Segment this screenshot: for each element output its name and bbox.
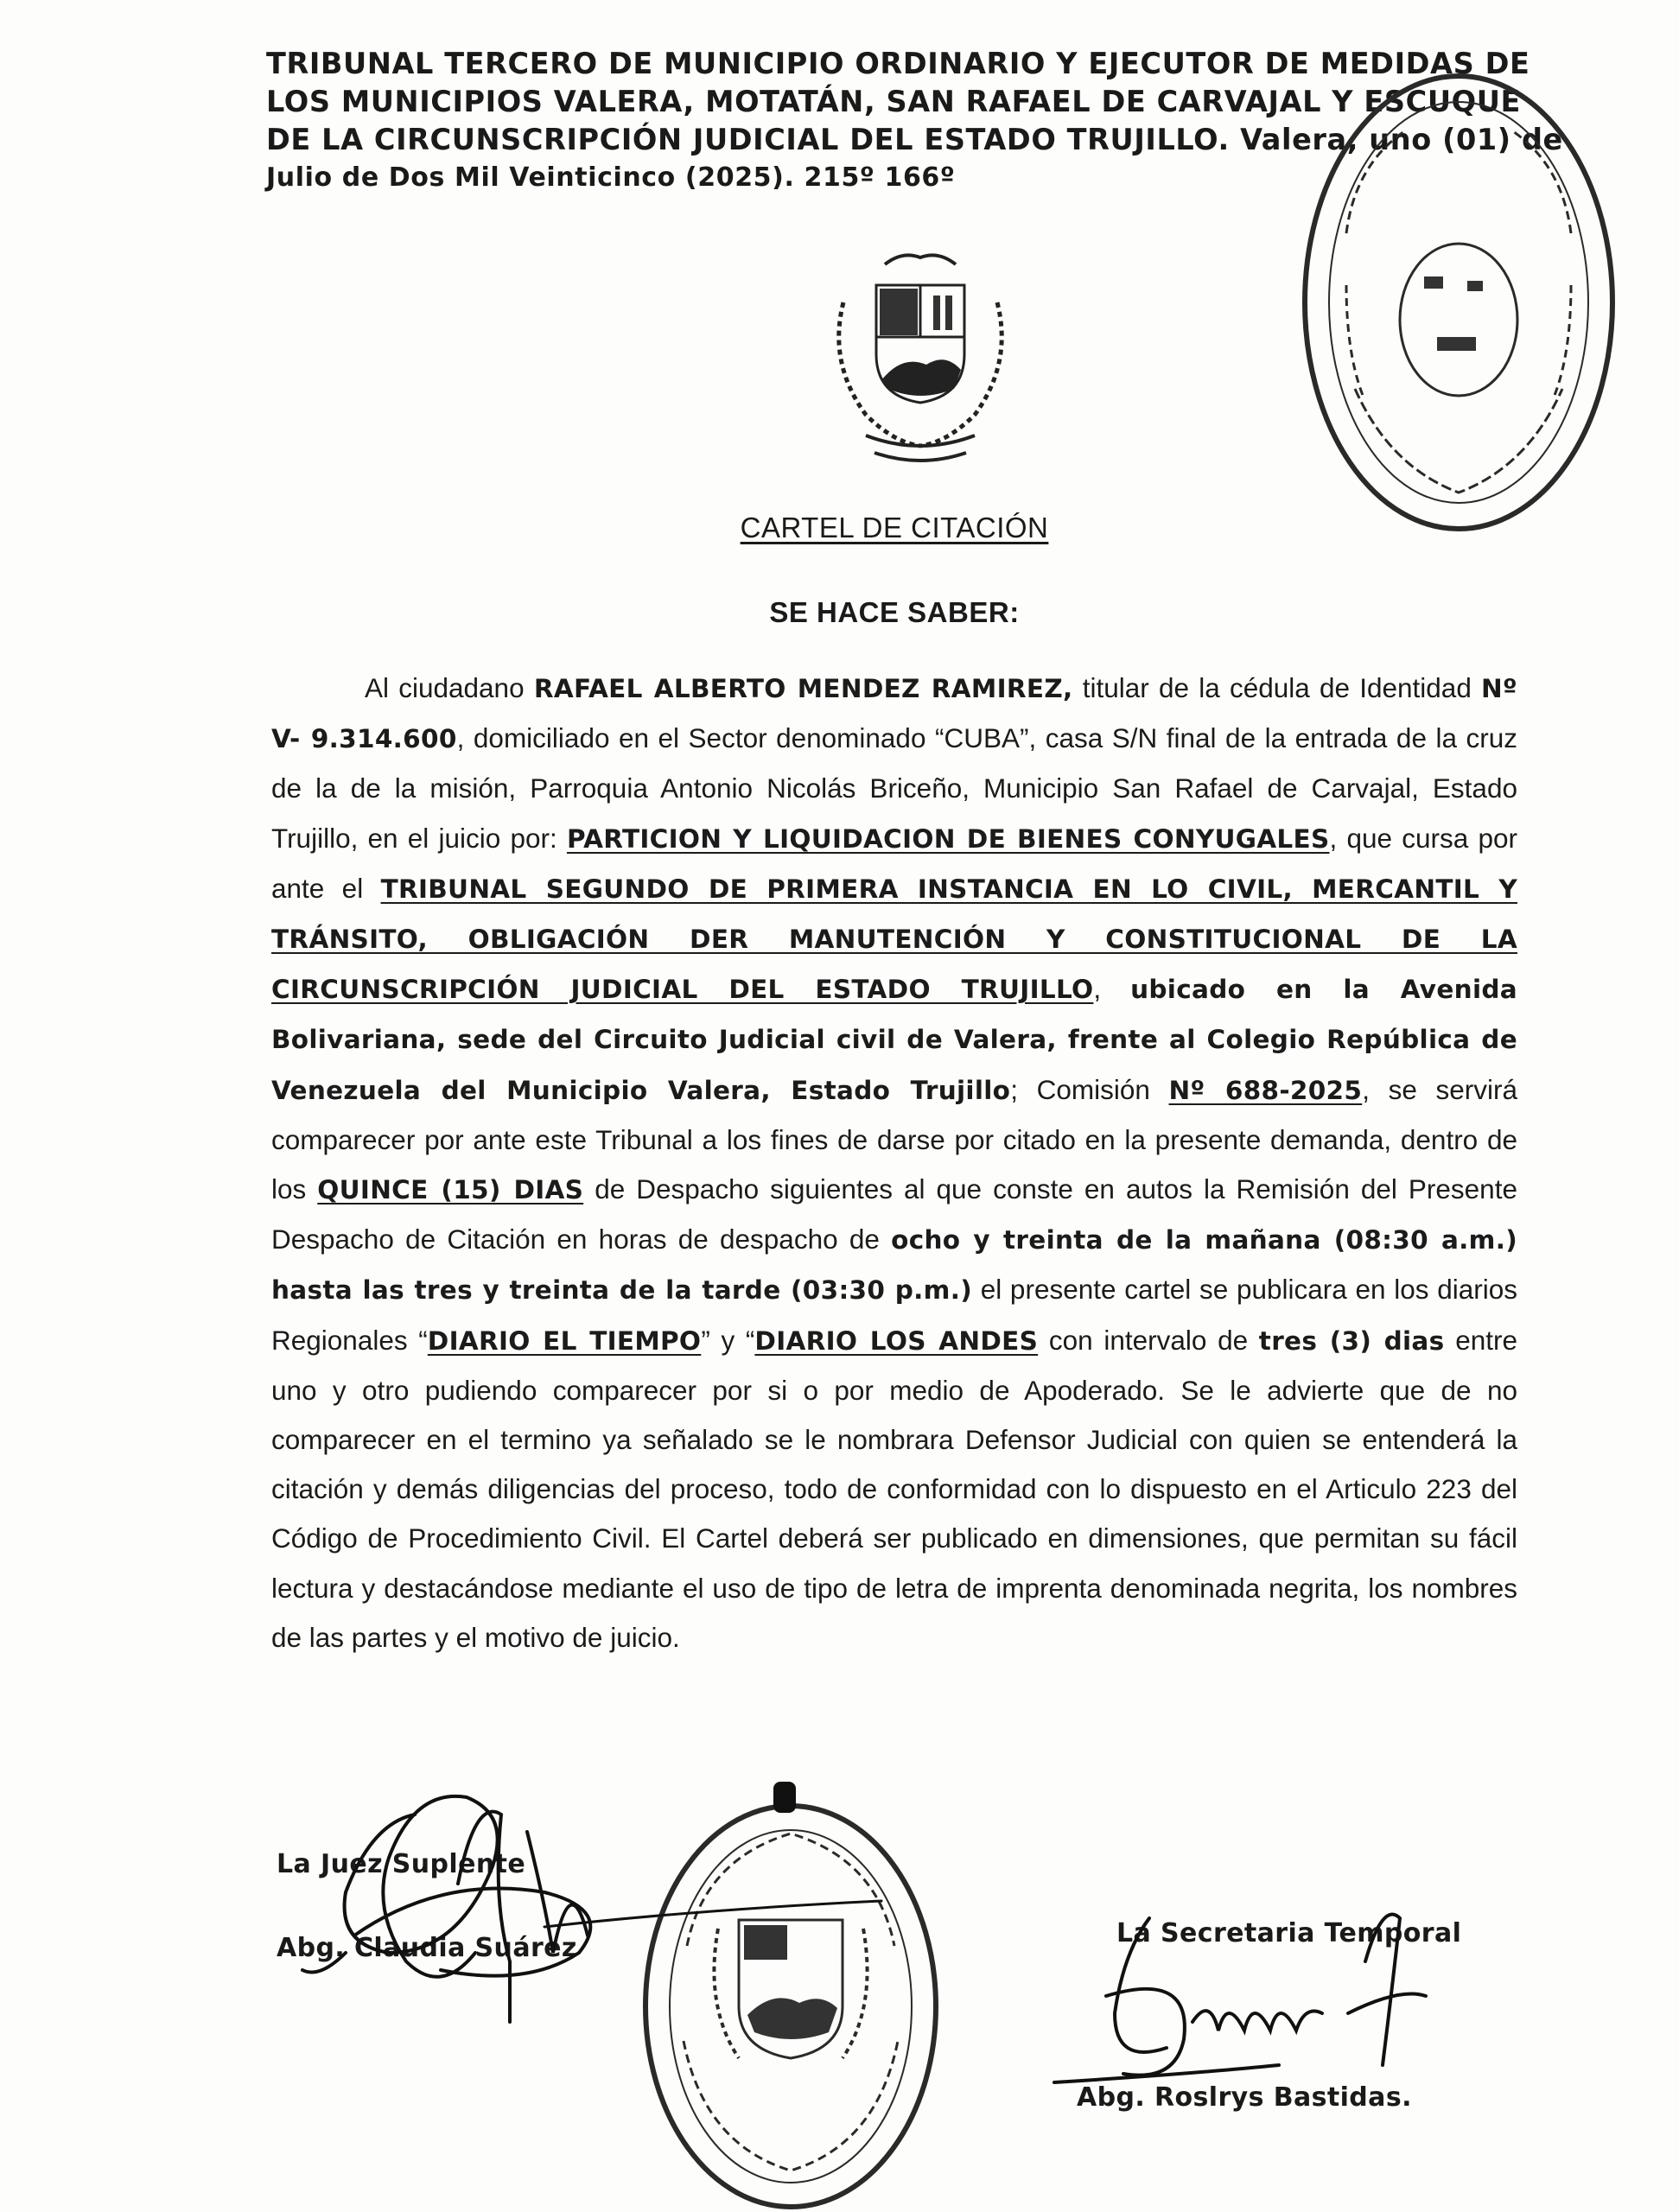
body-text: , que cursa por ante el [271, 822, 1517, 904]
header-line-1: TRIBUNAL TERCERO DE MUNICIPIO ORDINARIO Y EJECUTOR DE MEDIDAS DE [266, 47, 1530, 80]
body-text: ” y “ [701, 1324, 755, 1356]
body-text: de Despacho siguientes al que conste en autos la Remisión del Presente Despacho de Citación en horas de despacho de [271, 1173, 1517, 1255]
judge-signature-icon [285, 1763, 890, 2039]
judge-title: La Juez Suplente [277, 1849, 526, 1879]
case-type: PARTICION Y LIQUIDACION DE BIENES CONYUGALES [566, 823, 1330, 854]
deadline-days: QUINCE (15) DIAS [317, 1175, 584, 1205]
document-title: CARTEL DE CITACIÓN [740, 512, 1049, 543]
header-line-2: LOS MUNICIPIOS VALERA, MOTATÁN, SAN RAFAEL DE CARVAJAL Y ESCUQUE [266, 85, 1521, 118]
body-text: titular de la cédula de Identidad [1072, 672, 1482, 703]
body-text: , se servirá comparecer por ante este Tribunal a los fines de darse por citado en la presente demanda, dentro de los [271, 1073, 1518, 1205]
body-text: , [1093, 973, 1131, 1005]
newspaper-2: DIARIO LOS ANDES [754, 1325, 1039, 1356]
court-name: TRIBUNAL SEGUNDO DE PRIMERA INSTANCIA EN LO CIVIL, MERCANTIL Y TRÁNSITO, OBLIGACIÓN DER MANUTENCIÓN Y CONSTITUCIONAL DE LA CIRCUNSCRIPCIÓN JUDICIAL DEL ESTADO TRUJILLO [271, 874, 1517, 1005]
coat-of-arms-icon [816, 251, 1023, 467]
body-text: con intervalo de [1038, 1324, 1259, 1356]
body-text: ; Comisión [1010, 1073, 1169, 1105]
newspaper-1: DIARIO EL TIEMPO [427, 1325, 702, 1356]
secretary-title: La Secretaria Temporal [1116, 1918, 1462, 1948]
commission-number: Nº 688-2025 [1168, 1075, 1363, 1105]
office-hours: ocho y treinta de la mañana (08:30 a.m.) hasta las tres y treinta de la tarde (03:30 p.m.) [271, 1225, 1518, 1306]
court-address: ubicado en la Avenida Bolivariana, sede del Circuito Judicial civil de Valera, frente al Colegio República de Venezuela del Municipio Valera, Estado Trujillo [271, 975, 1517, 1105]
document-subtitle: SE HACE SABER: [769, 596, 1020, 628]
secretary-signature-icon [1020, 1866, 1538, 2126]
defendant-name: RAFAEL ALBERTO MENDEZ RAMIREZ, [533, 674, 1073, 703]
body-text: el presente cartel se publicara en los diarios Regionales “ [271, 1274, 1518, 1356]
body-text: Al ciudadano [365, 672, 534, 703]
body-text: entre uno y otro pudiendo comparecer por si o por medio de Apoderado. Se le advierte que de no comparecer en el termino ya señalado se le nombrara Defensor Judicial con quien se entenderá la citación y demás diligencias del proceso, todo de conformidad con lo dispuesto en el Articulo 223 del Código de Procedimiento Civil. El Cartel deberá ser publicado en dimensiones, que permitan su fácil lectura y destacándose mediante el uso de tipo de letra de imprenta denominada negrita, los nombres de las partes y el motivo de juicio. [271, 1324, 1517, 1653]
id-number: Nº V- 9.314.600 [271, 674, 1517, 754]
secretary-name: Abg. Roslrys Bastidas. [1077, 2082, 1412, 2113]
body-text: , domiciliado en el Sector denominado “CUBA”, casa S/N final de la entrada de la cruz de la de la misión, Parroquia Antonio Nicolás Briceño, Municipio San Rafael de Carvajal, Estado Trujillo, en el juicio por: [271, 722, 1517, 854]
header-line-3: DE LA CIRCUNSCRIPCIÓN JUDICIAL DEL ESTADO TRUJILLO. Valera, uno (01) de [266, 123, 1563, 156]
header-line-4: Julio de Dos Mil Veinticinco (2025). 215º 166º [266, 162, 956, 193]
judge-name: Abg. Claudia Suárez [277, 1933, 577, 1963]
citation-body [271, 664, 1517, 1662]
publication-interval: tres (3) dias [1258, 1325, 1445, 1356]
court-seal-top-icon [1294, 60, 1623, 544]
